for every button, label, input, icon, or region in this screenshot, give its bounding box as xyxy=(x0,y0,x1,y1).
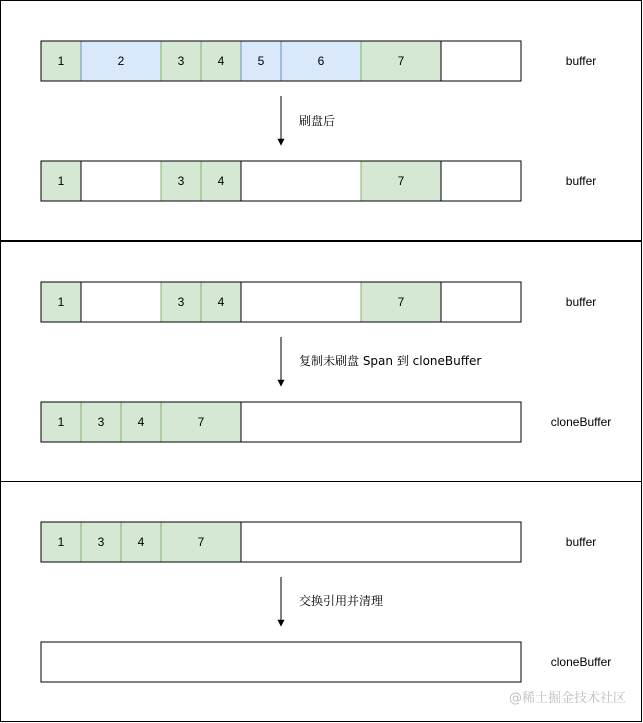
empty-span-cell xyxy=(441,282,521,322)
empty-span-cell xyxy=(81,282,161,322)
panel-3 xyxy=(41,522,611,682)
span-number: 7 xyxy=(397,295,405,309)
span-number: 1 xyxy=(57,54,65,68)
buffer-name-label: buffer xyxy=(565,535,597,549)
buffer-name-label: buffer xyxy=(565,174,597,188)
buffer-row xyxy=(41,522,596,562)
buffer-name-label: buffer xyxy=(565,54,597,68)
clone-buffer-row xyxy=(41,402,611,442)
span-number: 4 xyxy=(137,535,145,549)
panel-1 xyxy=(41,41,596,201)
clone-buffer-row xyxy=(41,642,611,682)
span-number: 4 xyxy=(217,295,225,309)
span-number: 2 xyxy=(117,54,125,68)
span-number: 1 xyxy=(57,174,65,188)
span-number: 7 xyxy=(197,535,205,549)
empty-span-cell xyxy=(41,642,521,682)
buffer-name-label: cloneBuffer xyxy=(550,655,612,669)
step-label: 复制未刷盘 Span 到 cloneBuffer xyxy=(299,354,482,368)
buffer-row xyxy=(41,282,596,322)
empty-span-cell xyxy=(241,282,361,322)
span-number: 1 xyxy=(57,415,65,429)
span-number: 1 xyxy=(57,535,65,549)
panel-2 xyxy=(41,282,611,442)
empty-span-cell xyxy=(441,161,521,201)
empty-span-cell xyxy=(241,522,521,562)
span-number: 3 xyxy=(177,174,185,188)
span-number: 1 xyxy=(57,295,65,309)
buffer-row xyxy=(41,41,596,81)
step-label: 刷盘后 xyxy=(299,114,336,128)
step-label: 交换引用并清理 xyxy=(299,594,384,608)
buffer-name-label: buffer xyxy=(565,295,597,309)
watermark: @稀土掘金技术社区 xyxy=(508,691,626,706)
span-number: 3 xyxy=(97,535,105,549)
span-number: 7 xyxy=(397,174,405,188)
empty-span-cell xyxy=(241,161,361,201)
span-number: 3 xyxy=(97,415,105,429)
span-number: 7 xyxy=(397,54,405,68)
span-number: 4 xyxy=(217,54,225,68)
span-number: 6 xyxy=(317,54,325,68)
span-number: 4 xyxy=(217,174,225,188)
buffer-name-label: cloneBuffer xyxy=(550,415,612,429)
span-number: 7 xyxy=(197,415,205,429)
span-number: 5 xyxy=(257,54,265,68)
span-number: 3 xyxy=(177,295,185,309)
span-number: 3 xyxy=(177,54,185,68)
empty-span-cell xyxy=(81,161,161,201)
empty-span-cell xyxy=(441,41,521,81)
empty-span-cell xyxy=(241,402,521,442)
span-number: 4 xyxy=(137,415,145,429)
buffer-row xyxy=(41,161,596,201)
